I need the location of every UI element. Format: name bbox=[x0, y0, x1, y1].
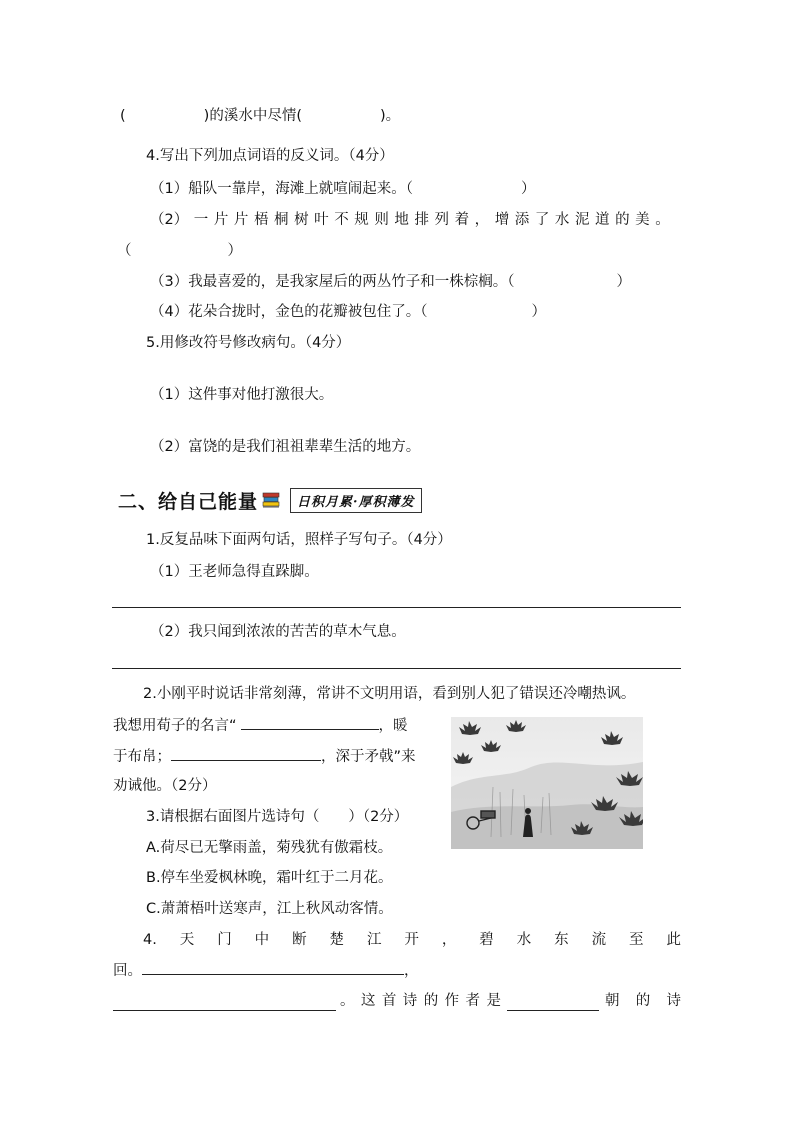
text-char: 排 bbox=[414, 212, 429, 228]
section-2-header bbox=[118, 488, 422, 512]
answer-line[interactable] bbox=[112, 668, 681, 669]
answer-blank[interactable] bbox=[142, 960, 404, 975]
s2q1-title: 1.反复品味下面两句话，照样子写句子。（4分） bbox=[146, 532, 452, 548]
text-char: 天 bbox=[179, 932, 195, 948]
q4-item-2 bbox=[150, 210, 670, 230]
s2q4-line-3 bbox=[113, 991, 681, 1011]
text-char: 断 bbox=[292, 932, 307, 948]
maple-landscape-painting bbox=[451, 717, 643, 849]
text-char: 至 bbox=[629, 932, 644, 948]
q4-item-2-answer: （ ） bbox=[117, 243, 242, 259]
section-2-title: 二、给自己能量 bbox=[118, 490, 259, 513]
s2q2-line-4: 劝诫他。（2分） bbox=[113, 778, 217, 794]
text-char: 规 bbox=[354, 212, 369, 228]
text-char: 流 bbox=[591, 932, 607, 948]
q3-mid-text: )的溪水中尽情( bbox=[203, 108, 302, 124]
text-char: 泥 bbox=[574, 212, 590, 228]
q4-item-3: （3）我最喜爱的，是我家屋后的两丛竹子和一株棕榈。（ ） bbox=[150, 274, 631, 290]
answer-blank[interactable] bbox=[171, 746, 321, 761]
text-char: 不 bbox=[334, 212, 349, 228]
text-char: 。 bbox=[655, 212, 670, 228]
text-char: 此 bbox=[666, 932, 681, 948]
text-char: 的 bbox=[615, 212, 630, 228]
text-char: 者 bbox=[465, 993, 481, 1009]
text-char: 梧 bbox=[253, 212, 269, 228]
text-char: ， bbox=[441, 932, 457, 948]
text-char: 是 bbox=[486, 993, 501, 1009]
text-char: 了 bbox=[534, 212, 550, 228]
q5-item-1: （1）这件事对他打激很大。 bbox=[150, 387, 334, 403]
text-char: 首 bbox=[381, 993, 397, 1009]
text-char: 着 bbox=[454, 212, 470, 228]
section-2-subtitle: 日积月累·厚积薄发 bbox=[290, 488, 422, 513]
answer-blank[interactable] bbox=[507, 996, 599, 1011]
books-icon bbox=[262, 491, 280, 509]
s2q3-option-b[interactable]: B.停车坐爱枫林晚，霜叶红于二月花。 bbox=[146, 870, 393, 886]
q4-title: 4.写出下列加点词语的反义词。（4分） bbox=[146, 148, 394, 164]
text-char: 的 bbox=[635, 993, 651, 1009]
s2q3-option-a[interactable]: A.荷尽已无擎雨盖，菊残犹有傲霜枝。 bbox=[146, 840, 393, 856]
text-char: 。 bbox=[340, 993, 355, 1009]
text-char: 叶 bbox=[314, 212, 329, 228]
s2q2-line-3: 于布帛； ，深于矛戟”来 bbox=[113, 746, 416, 767]
q4-item-4: （4）花朵合拢时，金色的花瓣被包住了。（ ） bbox=[150, 304, 546, 320]
text-char: 桐 bbox=[274, 212, 289, 228]
s2q4-line-2: 回。 ， bbox=[113, 960, 419, 981]
paren-close: )。 bbox=[380, 108, 401, 124]
s2q1-item-1: （1）王老师急得直跺脚。 bbox=[150, 564, 319, 580]
text-char: 道 bbox=[595, 212, 610, 228]
s2q2-line-1: 2.小刚平时说话非常刻薄，常讲不文明用语，看到别人犯了错误还冷嘲热讽。 bbox=[143, 686, 636, 702]
text-char: 水 bbox=[554, 212, 570, 228]
text-char: 一 bbox=[193, 212, 209, 228]
text-char: 门 bbox=[217, 932, 232, 948]
text-char: 作 bbox=[444, 993, 460, 1009]
text-char: 开 bbox=[404, 932, 419, 948]
text-char: 列 bbox=[434, 212, 450, 228]
text-char: 则 bbox=[374, 212, 389, 228]
text-char: 的 bbox=[423, 993, 439, 1009]
s2q1-item-2: （2）我只闻到浓浓的苦苦的草木气息。 bbox=[150, 624, 406, 640]
text-char: （2） bbox=[150, 212, 189, 228]
text-char: 添 bbox=[514, 212, 530, 228]
text-char: 朝 bbox=[605, 993, 620, 1009]
text-char: 美 bbox=[635, 212, 650, 228]
text-char: 诗 bbox=[402, 993, 418, 1009]
text-char: 碧 bbox=[479, 932, 494, 948]
text-char: 地 bbox=[394, 212, 409, 228]
q5-item-2: （2）富饶的是我们祖祖辈辈生活的地方。 bbox=[150, 439, 421, 455]
s2q3-option-c[interactable]: C.萧萧梧叶送寒声，江上秋风动客情。 bbox=[146, 901, 393, 917]
text-char: 江 bbox=[366, 932, 382, 948]
text-char: 树 bbox=[294, 212, 309, 228]
text-char: 楚 bbox=[329, 932, 345, 948]
text-char: 东 bbox=[554, 932, 569, 948]
text-char: 诗 bbox=[666, 993, 681, 1009]
paren-open: ( bbox=[120, 108, 126, 124]
s2q3-title: 3.请根据右面图片选诗句（ ）（2分） bbox=[146, 809, 409, 825]
s2q4-line-1 bbox=[143, 930, 681, 950]
text-char: ， bbox=[474, 212, 490, 228]
q3-tail bbox=[120, 106, 400, 126]
text-char: 增 bbox=[494, 212, 510, 228]
answer-blank[interactable] bbox=[241, 715, 379, 730]
text-char: 片 bbox=[213, 212, 229, 228]
q5-title: 5.用修改符号修改病句。（4分） bbox=[146, 335, 351, 351]
text-char: 4. bbox=[143, 932, 157, 948]
text-char: 片 bbox=[233, 212, 249, 228]
text-char: 水 bbox=[516, 932, 532, 948]
answer-line[interactable] bbox=[112, 607, 681, 608]
answer-blank[interactable] bbox=[113, 996, 336, 1011]
s2q2-line-2: 我想用荀子的名言“ ，暖 bbox=[113, 715, 408, 736]
q4-item-1: （1）船队一靠岸，海滩上就喧闹起来。（ ） bbox=[150, 181, 536, 197]
text-char: 这 bbox=[360, 993, 376, 1009]
text-char: 中 bbox=[254, 932, 270, 948]
